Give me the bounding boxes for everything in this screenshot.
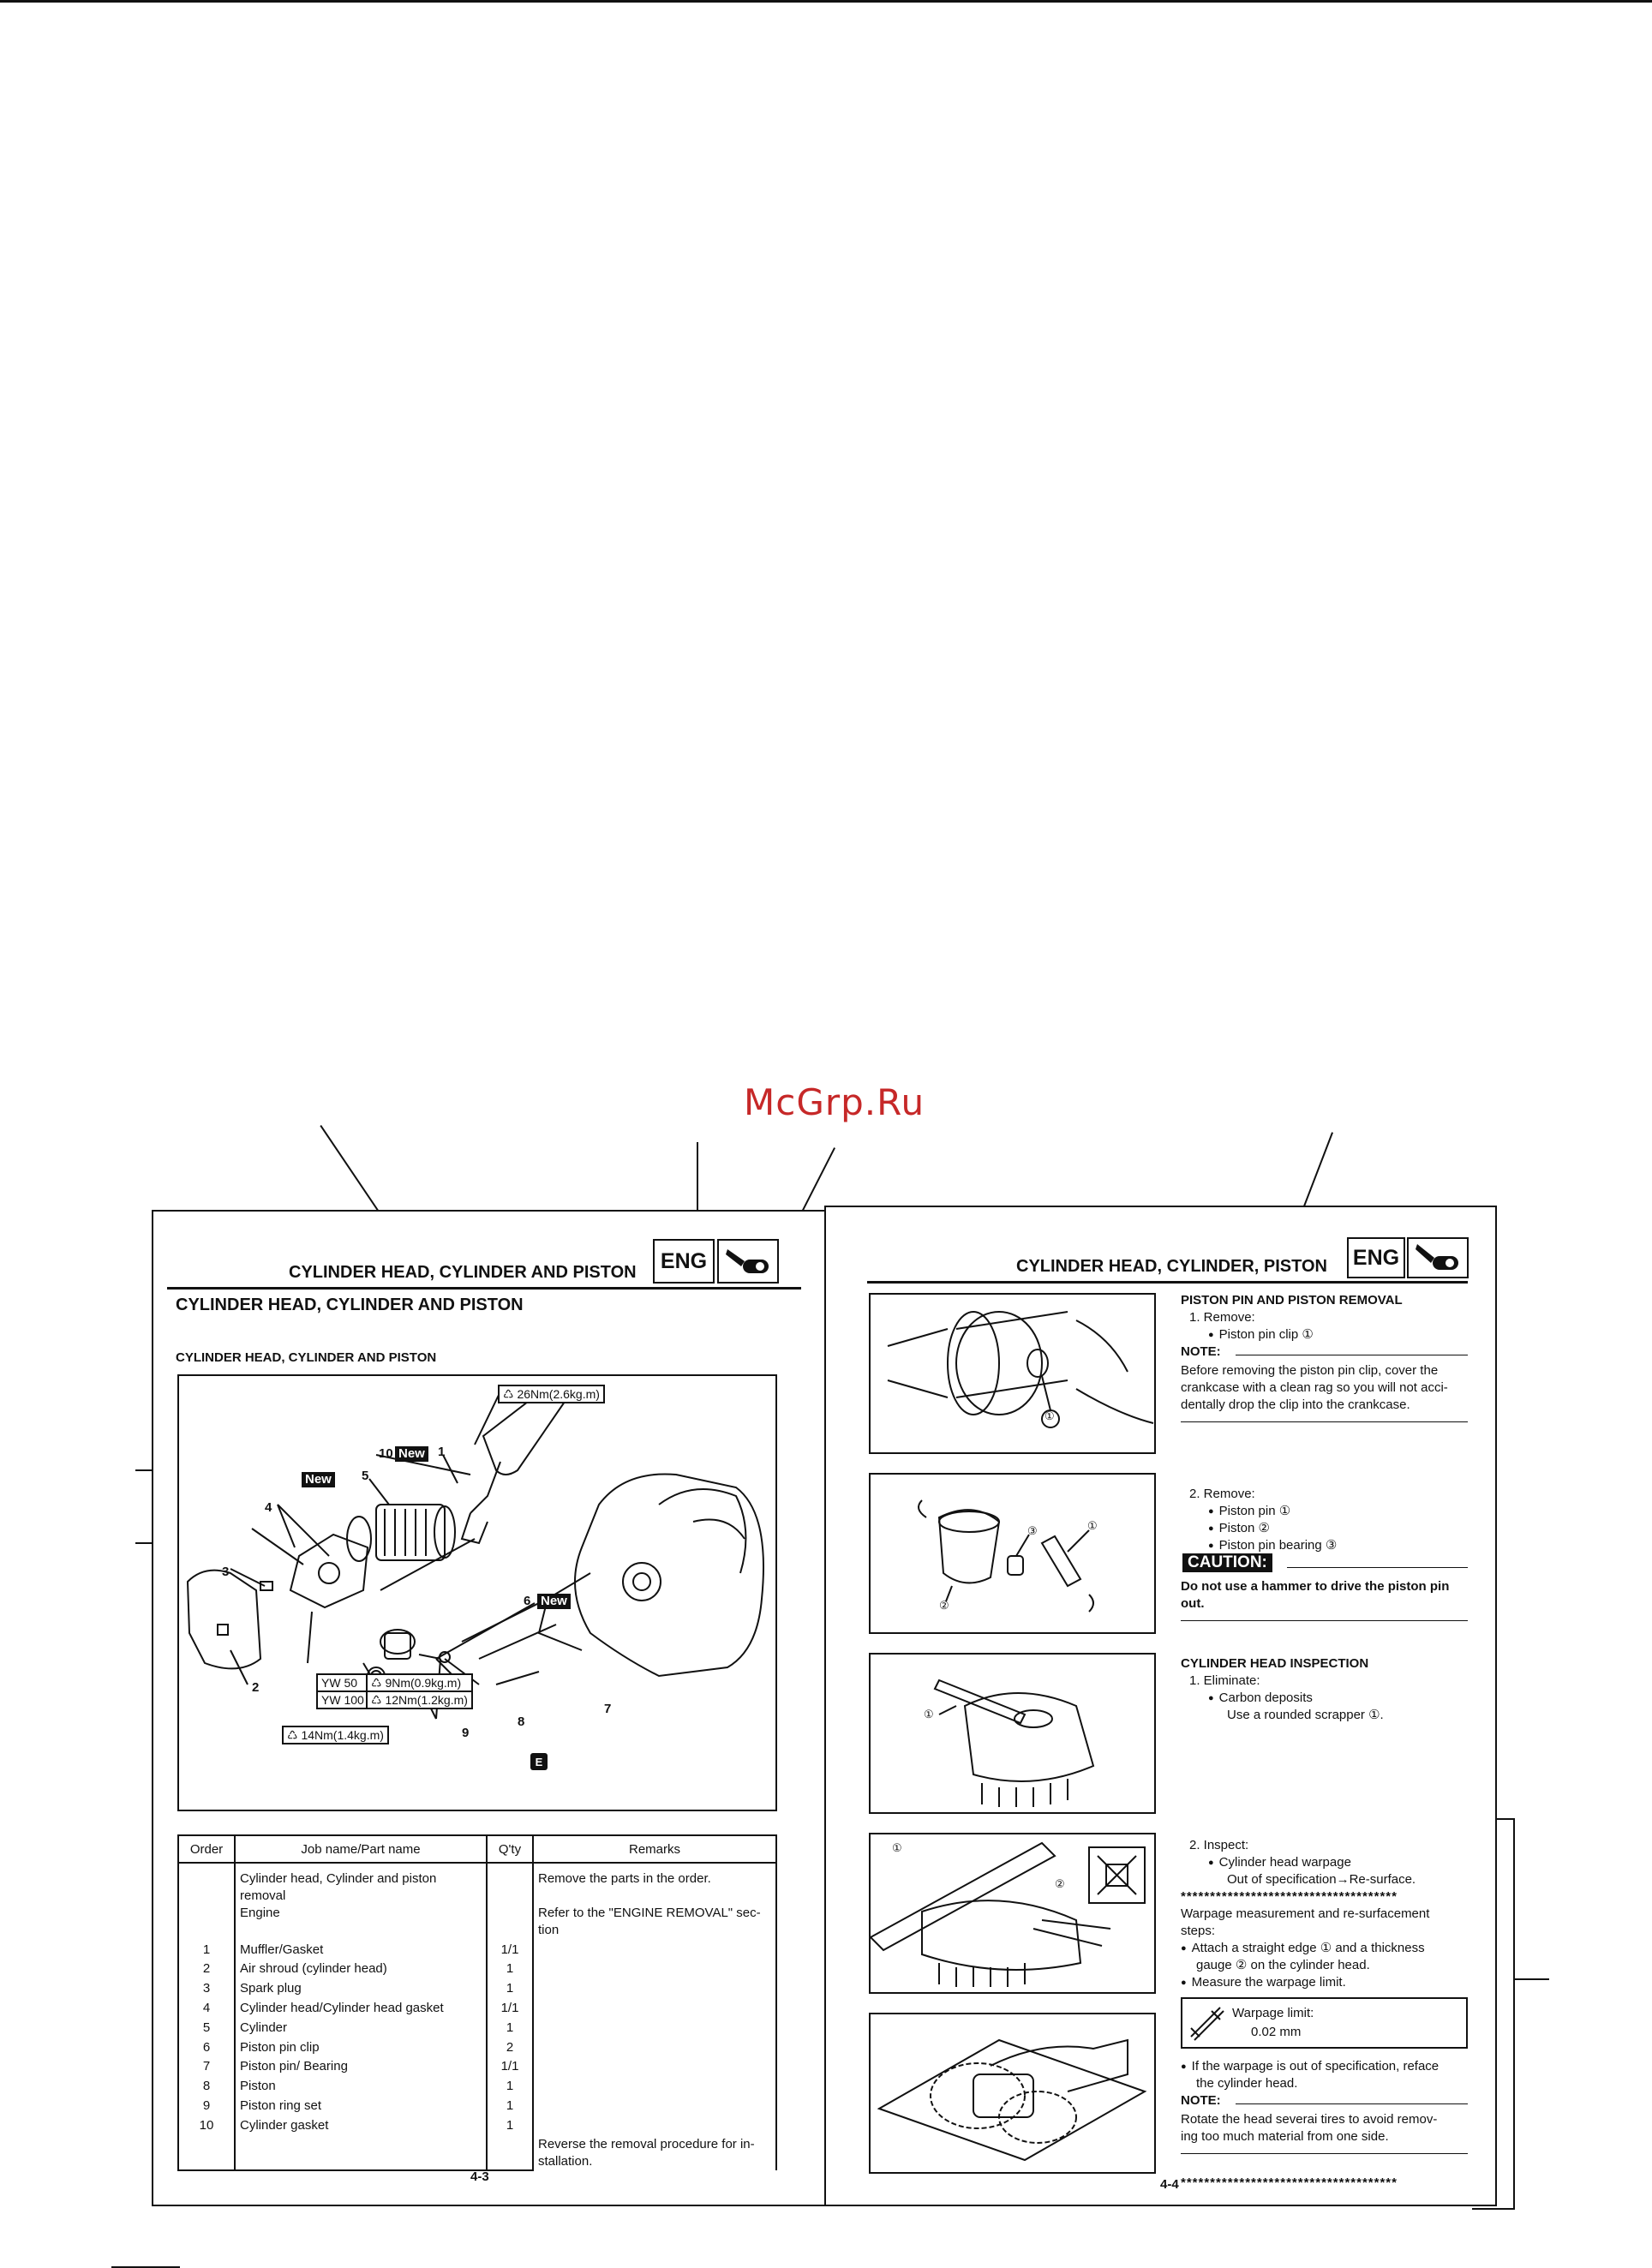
callout-2: 2 xyxy=(252,1680,260,1695)
torque-label-mid: YW 50 ♺ 9Nm(0.9kg.m) YW 100 ♺ 12Nm(1.2kg.m) xyxy=(316,1673,473,1709)
col-order: Order xyxy=(178,1835,235,1863)
page-number: 4-4 xyxy=(1160,2177,1179,2192)
col-qty: Q'ty xyxy=(487,1835,533,1863)
grease-icon: E xyxy=(530,1753,548,1770)
figure-piston-parts: ② ③ ① xyxy=(869,1473,1156,1634)
callout-10: 10 xyxy=(379,1446,393,1461)
col-remarks: Remarks xyxy=(533,1835,776,1863)
callout-5: 5 xyxy=(362,1469,369,1483)
section-title: CYLINDER HEAD, CYLINDER AND PISTON xyxy=(176,1296,524,1314)
spec-label: Warpage limit: xyxy=(1232,2006,1314,2020)
note-label: NOTE: xyxy=(1181,1344,1221,1359)
figure-piston-pin-clip: ① xyxy=(869,1293,1156,1454)
s3-sub: Use a rounded scrapper ①. xyxy=(1227,1708,1384,1722)
exploded-diagram xyxy=(177,1374,777,1811)
s3-item: ● Carbon deposits xyxy=(1208,1689,1313,1708)
s4-steps-intro: Warpage measurement and re-surfacement xyxy=(1181,1906,1430,1921)
s1-title: PISTON PIN AND PISTON REMOVAL xyxy=(1181,1293,1403,1308)
figure-lapping xyxy=(869,2013,1156,2174)
s2-item: ● Piston ② xyxy=(1208,1519,1270,1539)
figure-straight-edge: ① ② xyxy=(869,1833,1156,1994)
left-header-title: CYLINDER HEAD, CYLINDER AND PISTON xyxy=(289,1263,637,1282)
callout-9: 9 xyxy=(462,1726,470,1740)
table-row: 1 Muffler/Gasket 1/1 xyxy=(178,1942,776,1962)
figure-scraper: ① xyxy=(869,1653,1156,1814)
s2-step: 2. Remove: xyxy=(1189,1487,1255,1501)
table-row: 9 Piston ring set 1 xyxy=(178,2098,776,2118)
s1-note: Before removing the piston pin clip, cover the xyxy=(1181,1363,1439,1378)
bracket-line xyxy=(1514,1818,1516,2209)
top-border xyxy=(0,0,1652,3)
table-row: 10 Cylinder gasket 1 xyxy=(178,2118,776,2170)
s4-bullet: ● If the warpage is out of specification, reface xyxy=(1181,2057,1439,2077)
job-table xyxy=(177,1834,777,2171)
table-row: 4 Cylinder head/Cylinder head gasket 1/1 xyxy=(178,2001,776,2020)
callout-4: 4 xyxy=(265,1500,272,1515)
eng-tag: ENG xyxy=(1347,1237,1405,1278)
wrench-icon: ♺ xyxy=(503,1387,518,1401)
s4-item: ● Cylinder head warpage xyxy=(1208,1853,1351,1873)
stars-divider: ************************************* xyxy=(1181,2175,1398,2190)
s4-sub: Out of specification→Re-surface. xyxy=(1227,1872,1416,1887)
sub-title: CYLINDER HEAD, CYLINDER AND PISTON xyxy=(176,1350,437,1365)
s4-note: Rotate the head severai tires to avoid remov- xyxy=(1181,2112,1438,2127)
caliper-icon xyxy=(1186,2002,1229,2044)
header-rule xyxy=(867,1281,1468,1284)
note-label: NOTE: xyxy=(1181,2093,1221,2108)
s4-bullet: ● Measure the warpage limit. xyxy=(1181,1973,1346,1993)
engine-tool-icon xyxy=(1407,1237,1469,1278)
torque-label-top: ♺ 26Nm(2.6kg.m) xyxy=(498,1385,605,1403)
watermark: McGrp.Ru xyxy=(744,1081,925,1123)
table-row: 7 Piston pin/ Bearing 1/1 xyxy=(178,2059,776,2079)
spec-value: 0.02 mm xyxy=(1251,2025,1302,2039)
remarks-cell: Remove the parts in the order. Refer to the "ENGINE REMOVAL" sec- tion Reverse the removal procedure for in- stallation. xyxy=(533,1863,776,2170)
new-badge: New xyxy=(537,1594,571,1609)
bracket-line xyxy=(1472,2208,1515,2210)
table-row: 2 Air shroud (cylinder head) 1 xyxy=(178,1961,776,1981)
eng-tag: ENG xyxy=(653,1239,715,1284)
table-row: 3 Spark plug 1 xyxy=(178,1981,776,2001)
caution-text: Do not use a hammer to drive the piston pin xyxy=(1181,1579,1450,1594)
spec-box xyxy=(1181,1997,1468,2049)
stars-divider: ************************************* xyxy=(1181,1889,1398,1904)
callout-6: 6 xyxy=(524,1594,531,1608)
table-intro: Cylinder head, Cylinder and piston removal Engine xyxy=(235,1863,487,1942)
leader-line xyxy=(111,2266,180,2268)
new-badge: New xyxy=(302,1472,335,1487)
table-row: 5 Cylinder 1 xyxy=(178,2020,776,2040)
col-job-name: Job name/Part name xyxy=(235,1835,487,1863)
callout-7: 7 xyxy=(604,1702,612,1716)
bracket-line xyxy=(1515,1978,1549,1980)
s4-bullet: ● Attach a straight edge ① and a thickness xyxy=(1181,1939,1425,1959)
right-header-title: CYLINDER HEAD, CYLINDER, PISTON xyxy=(1016,1257,1327,1276)
s2-item: ● Piston pin bearing ③ xyxy=(1208,1536,1337,1556)
wrench-icon: ♺ 9Nm(0.9kg.m) xyxy=(371,1676,462,1690)
left-page xyxy=(152,1210,827,2206)
s2-item: ● Piston pin ① xyxy=(1208,1502,1290,1522)
wrench-icon: ♺ xyxy=(287,1728,302,1742)
callout-8: 8 xyxy=(518,1714,525,1729)
s1-item: ● Piston pin clip ① xyxy=(1208,1325,1314,1345)
engine-tool-icon xyxy=(717,1239,779,1284)
torque-label-bottom: ♺ 14Nm(1.4kg.m) xyxy=(282,1726,389,1744)
table-row: 8 Piston 1 xyxy=(178,2079,776,2098)
header-rule xyxy=(167,1287,801,1290)
new-badge: New xyxy=(395,1446,428,1462)
s1-step: 1. Remove: xyxy=(1189,1310,1255,1325)
caution-badge: CAUTION: xyxy=(1182,1553,1272,1572)
wrench-icon: ♺ 12Nm(1.2kg.m) xyxy=(371,1693,468,1707)
s3-step: 1. Eliminate: xyxy=(1189,1673,1260,1688)
page-number: 4-3 xyxy=(470,2169,489,2184)
s4-step: 2. Inspect: xyxy=(1189,1838,1249,1852)
right-page: CYLINDER HEAD, CYLINDER, PISTON ENG ① ② ③ ① ① ① ② PISTON PIN AND PISTON REMOVAL 1. Remove: ● Piston pin clip ① NOTE: Before removing the piston pin clip, cover the crankcase with a clean rag so you will not acci- dentally drop the clip into the crankcase. 2. Remove: ● Piston pin ① ● Piston ② ● Piston pin bearing ③ CAUTION: Do not use a hammer to drive the piston pin out. CYLINDER HEAD INSPECTION 1. Eliminate: ● Carbon deposits Use a rounded scrapper ①. 2. Inspect: ● Cylinder head warpage Out of specification→Re-surface. ************************************* Warpage measurement and re-surfacement steps: ● Attach a straight edge ① and a thickness gauge ② on the cylinder head. ● Measure the warpage limit. Warpage limit: 0.02 mm ● If the warpage is out of specification, reface the cylinder head. NOTE: Rotate the head severai tires to avoid remov- ing too much material from one side. 4-4 ************************************* xyxy=(824,1206,1497,2206)
s3-title: CYLINDER HEAD INSPECTION xyxy=(1181,1656,1369,1671)
callout-3: 3 xyxy=(222,1565,230,1579)
callout-1: 1 xyxy=(438,1445,446,1459)
table-row: 6 Piston pin clip 2 xyxy=(178,2040,776,2060)
